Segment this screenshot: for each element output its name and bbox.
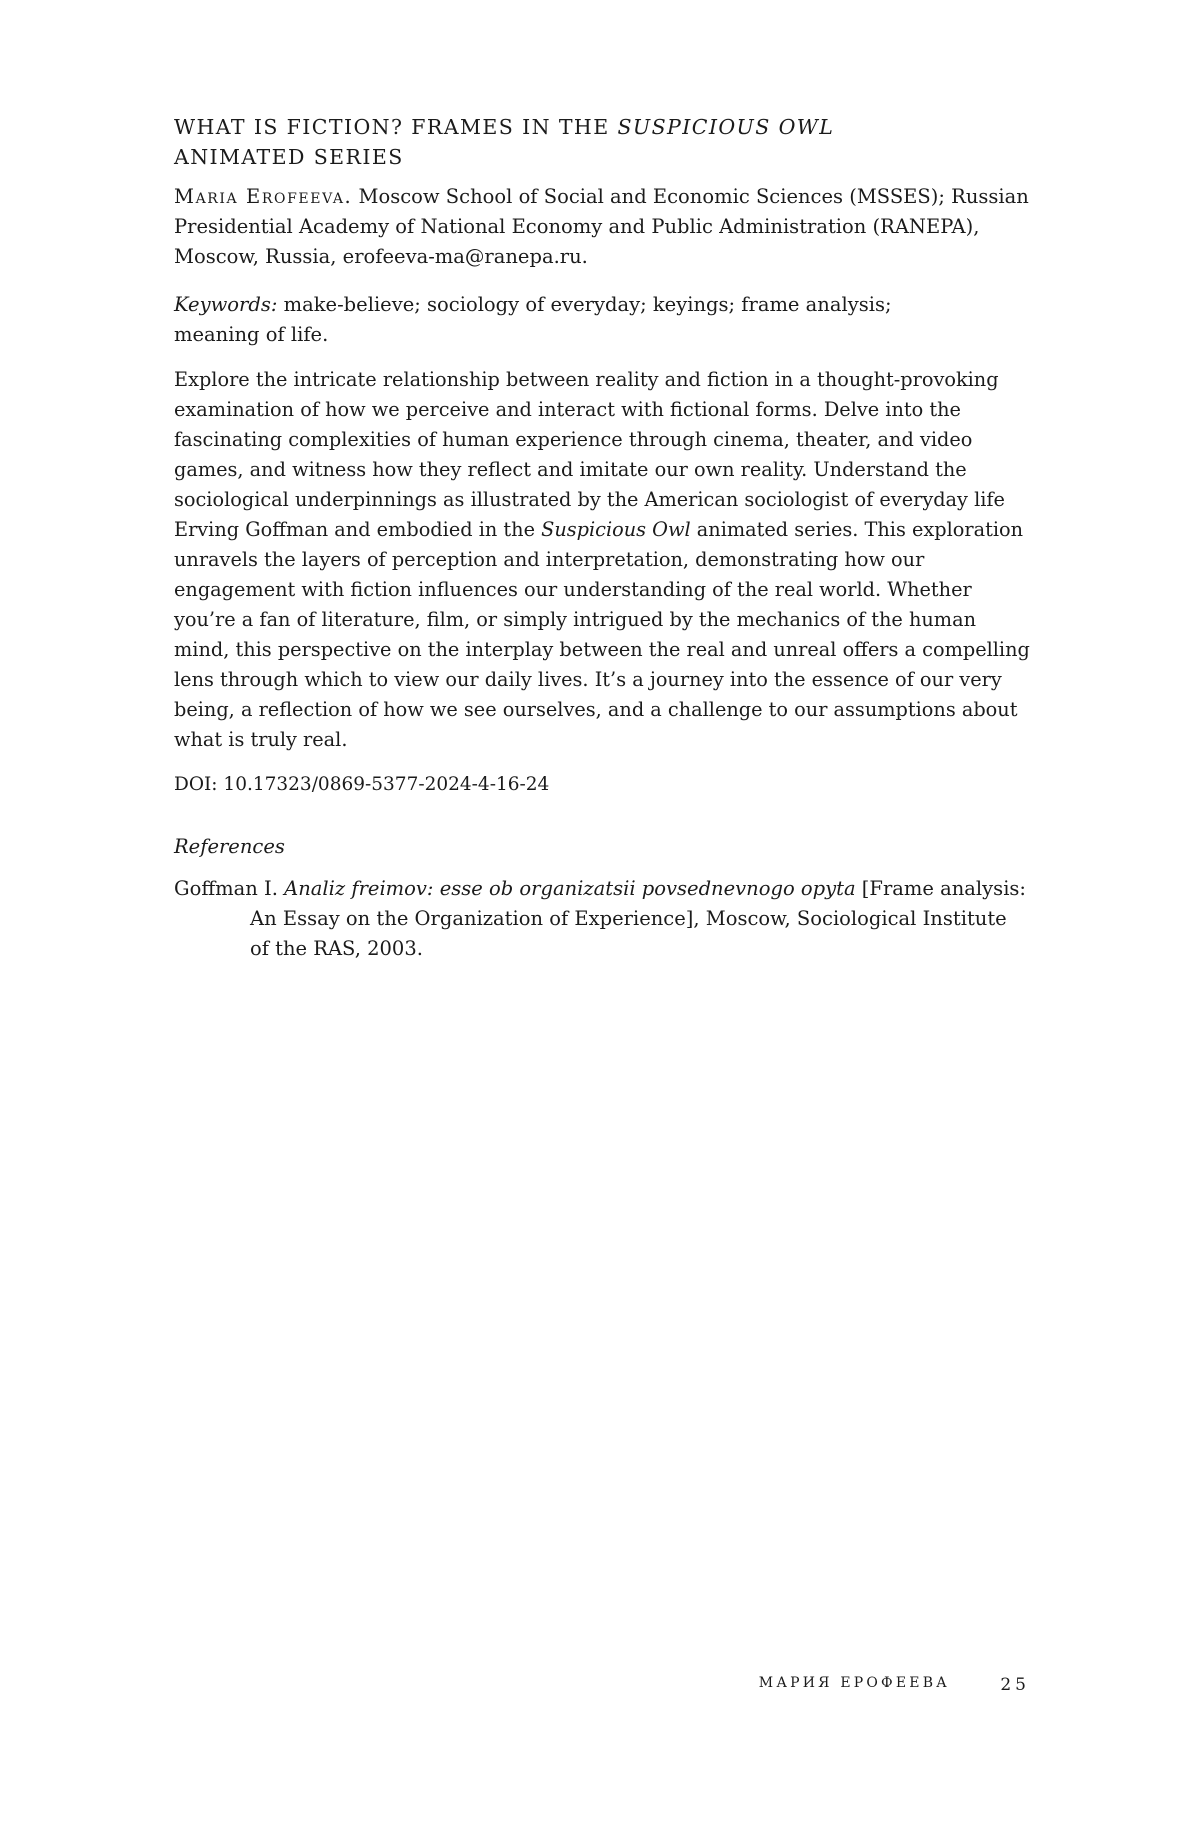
references-heading: References [174,835,285,858]
running-footer [174,1675,1030,1699]
reference-details: [Frame analysis: An Essay on the Organization of Experience], Moscow, Sociological Institute of the RAS, 2003. [250,877,1027,960]
abstract-part2: animated series. This exploration unravels the layers of perception and interpretation, demonstrating how our engagement with fiction influences our understanding of the real world. Whether you’re a fan of literature, film, or simply intrigued by the mechanics of the human mind, this perspective on the interplay between the real and unreal offers a compelling lens through which to view our daily lives. It’s a journey into the essence of our very being, a reflection of how we see ourselves, and a challenge to our assumptions about what is truly real. [174,518,1030,751]
reference-title: Analiz freimov: esse ob organizatsii povsednevnogo opyta [284,877,856,900]
abstract-italic: Suspicious Owl [541,518,691,541]
doi[interactable]: DOI: 10.17323/0869-5377-2024-4-16-24 [174,774,550,795]
journal-page [174,0,1034,1844]
keywords-label: Keywords: [174,293,278,316]
reference-entry [174,874,1030,964]
author-affiliation [174,182,1034,272]
article-title [174,112,894,172]
affiliation-text: Moscow School of Social and Economic Sciences (MSSES); Russian Presidential Academy of National Economy and Public Administration (RANEPA), Moscow, Russia, erofeeva-ma@ranepa.ru. [174,185,1029,268]
running-title: МАРИЯ ЕРОФЕЕВА [758,1675,950,1691]
reference-author: Goffman I. [174,877,285,900]
keywords-text: make-believe; sociology of everyday; keyings; frame analysis; meaning of life. [174,293,892,346]
abstract [174,365,1034,755]
author-name: Maria Erofeeva. [174,185,353,208]
keywords [174,290,934,350]
title-part1: WHAT IS FICTION? FRAMES IN THE [174,115,618,139]
page-number: 25 [1000,1675,1030,1695]
title-italic: SUSPICIOUS OWL [617,115,835,139]
abstract-part1: Explore the intricate relationship between reality and fiction in a thought-provoking examination of how we perceive and interact with fictional forms. Delve into the fascinating complexities of human experience through cinema, theater, and video games, and witness how they reflect and imitate our own reality. Understand the sociological underpinnings as illustrated by the American sociologist of everyday life Erving Goffman and embodied in the [174,368,1005,541]
title-part2: ANIMATED SERIES [174,145,404,169]
